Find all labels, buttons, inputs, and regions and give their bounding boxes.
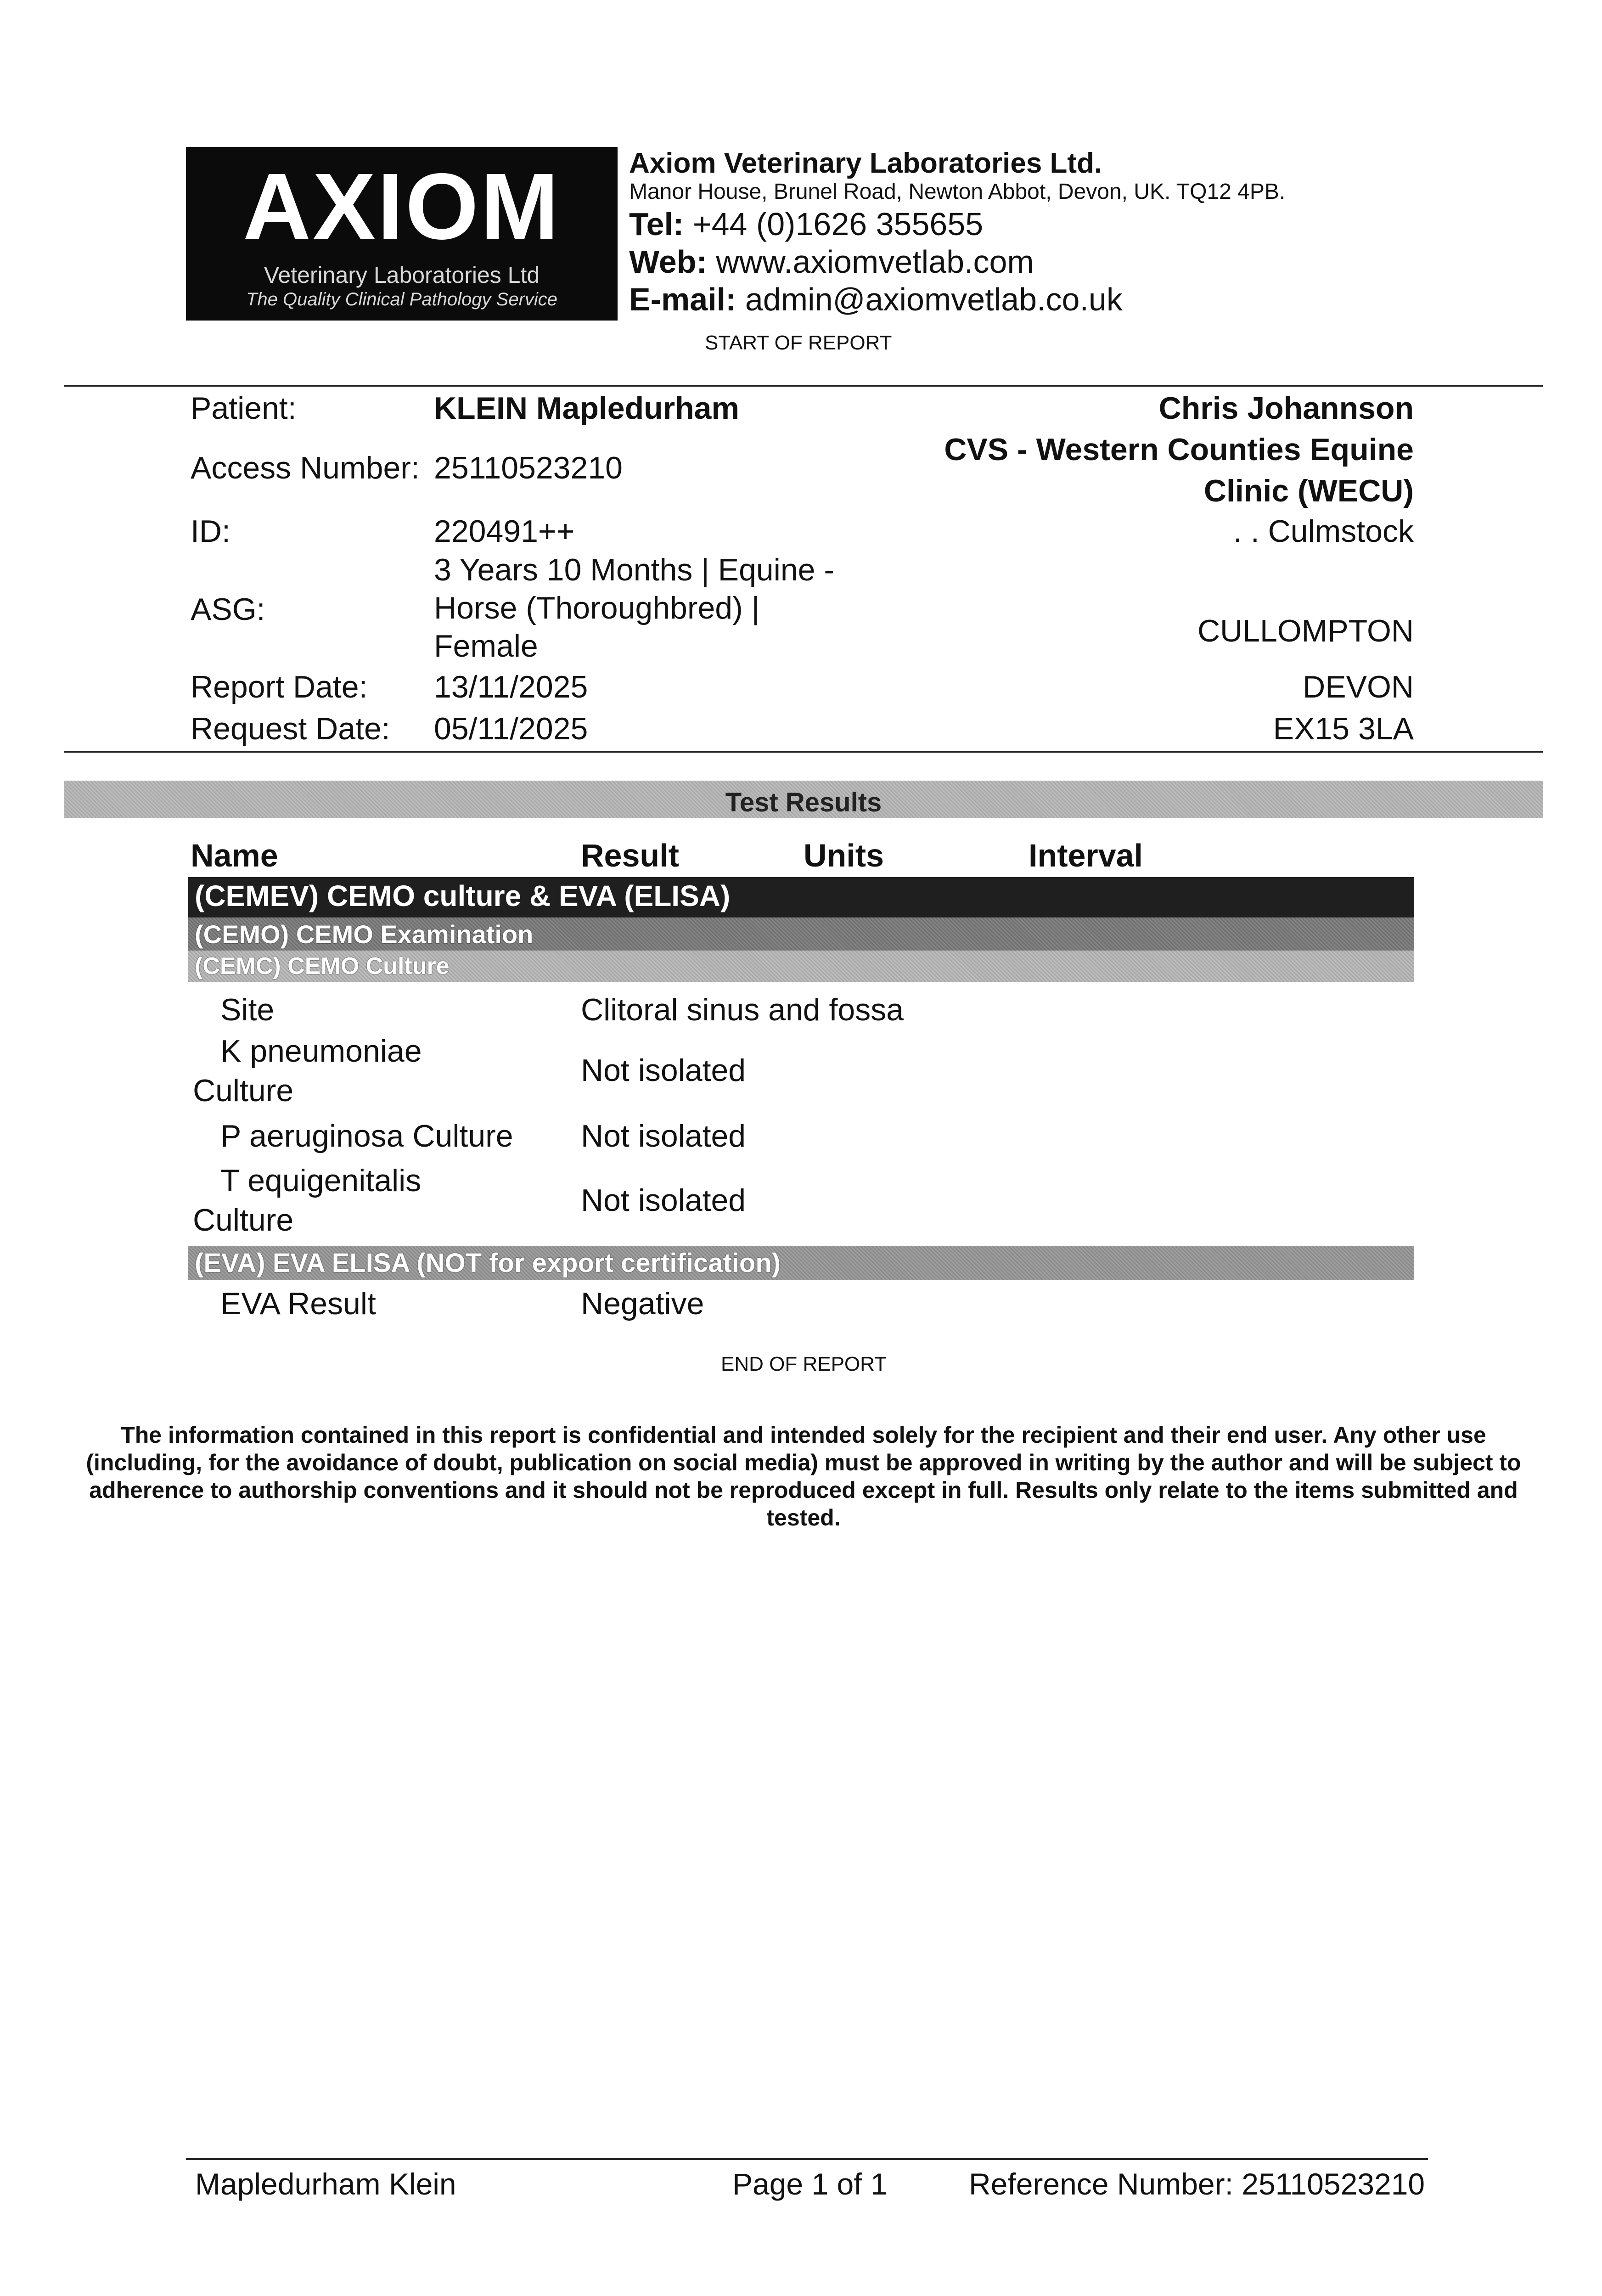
section-cemo-label: (CEMO) CEMO Examination xyxy=(195,920,534,949)
start-of-report: START OF REPORT xyxy=(705,332,892,354)
access-number-value: 25110523210 xyxy=(434,450,623,485)
row-eva-name: EVA Result xyxy=(220,1286,376,1321)
lab-address: Manor House, Brunel Road, Newton Abbot, Devon, UK. TQ12 4PB. xyxy=(629,180,1286,204)
footer-reference-number: Reference Number: 25110523210 xyxy=(969,2167,1425,2201)
asg-line2: Horse (Thoroughbred) | xyxy=(434,591,760,625)
email-label: E-mail: xyxy=(629,281,736,317)
lab-telephone xyxy=(629,206,983,242)
lab-email xyxy=(629,281,1123,318)
row-tequigenitalis-result: Not isolated xyxy=(581,1183,746,1218)
row-tequigenitalis-name-line1: T equigenitalis xyxy=(220,1163,422,1198)
logo-subtitle: Veterinary Laboratories Ltd xyxy=(264,262,540,288)
tel-label: Tel: xyxy=(629,206,684,242)
patient-label: Patient: xyxy=(191,391,297,426)
email-value[interactable]: admin@axiomvetlab.co.uk xyxy=(745,281,1123,317)
clinic-line2: Clinic (WECU) xyxy=(1203,473,1414,508)
asg-line1: 3 Years 10 Months | Equine - xyxy=(434,552,835,587)
column-interval: Interval xyxy=(1029,838,1143,873)
logo-brand: AXIOM xyxy=(243,154,561,259)
web-label: Web: xyxy=(629,244,707,280)
request-date-label: Request Date: xyxy=(191,711,390,746)
confidentiality-disclaimer: The information contained in this report is confidential and intended solely for the recipient and their end user. Any other use (including, for the avoidance of doubt, publication on social media) must be approved in writing by the author and will be subject to adherence to authorship conventions and it should not be reproduced except in full. Results only relate to the items submitted and tested. xyxy=(86,1422,1521,1531)
vet-county: DEVON xyxy=(1303,670,1414,704)
row-kpneumoniae-result: Not isolated xyxy=(581,1053,746,1088)
section-eva-label: (EVA) EVA ELISA (NOT for export certification) xyxy=(195,1248,781,1278)
column-units: Units xyxy=(804,838,884,873)
report-date-label: Report Date: xyxy=(191,670,368,704)
footer-page-number: Page 1 of 1 xyxy=(732,2167,888,2201)
logo-tagline: The Quality Clinical Pathology Service xyxy=(246,289,558,310)
id-value: 220491++ xyxy=(434,514,575,549)
row-paeruginosa-name: P aeruginosa Culture xyxy=(220,1119,513,1154)
section-cemo xyxy=(188,917,1414,951)
report-date-value: 13/11/2025 xyxy=(434,670,588,704)
section-cemc-label: (CEMC) CEMO Culture xyxy=(195,953,450,979)
end-of-report: END OF REPORT xyxy=(721,1353,887,1375)
header-divider xyxy=(64,385,1543,387)
test-results-bar xyxy=(64,781,1543,818)
asg-line3: Female xyxy=(434,629,538,664)
row-paeruginosa-result: Not isolated xyxy=(581,1119,746,1154)
row-kpneumoniae-name-line1: K pneumoniae xyxy=(220,1034,422,1069)
row-kpneumoniae-name-line2: Culture xyxy=(193,1073,294,1108)
vet-address1: . . Culmstock xyxy=(1233,514,1414,549)
row-eva-result: Negative xyxy=(581,1286,704,1321)
request-date-value: 05/11/2025 xyxy=(434,711,588,746)
row-site-name: Site xyxy=(220,992,275,1027)
patient-value: KLEIN Mapledurham xyxy=(434,391,739,426)
web-value[interactable]: www.axiomvetlab.com xyxy=(716,244,1034,280)
row-site-result: Clitoral sinus and fossa xyxy=(581,992,904,1027)
lab-logo xyxy=(186,147,618,321)
column-name: Name xyxy=(191,838,278,873)
footer-patient-name: Mapledurham Klein xyxy=(195,2167,456,2201)
row-tequigenitalis-name-line2: Culture xyxy=(193,1203,294,1238)
vet-name: Chris Johannson xyxy=(1158,391,1414,426)
id-label: ID: xyxy=(191,514,230,549)
test-results-title: Test Results xyxy=(725,788,882,817)
clinic-line1: CVS - Western Counties Equine xyxy=(944,432,1414,467)
asg-label: ASG: xyxy=(191,592,265,627)
section-cemev-label: (CEMEV) CEMO culture & EVA (ELISA) xyxy=(195,879,731,912)
section-cemev xyxy=(188,877,1414,917)
vet-town: CULLOMPTON xyxy=(1197,613,1414,648)
section-cemc xyxy=(188,951,1414,982)
footer-divider xyxy=(186,2158,1428,2160)
lab-name: Axiom Veterinary Laboratories Ltd. xyxy=(629,147,1102,179)
lab-web xyxy=(629,243,1034,280)
tel-value: +44 (0)1626 355655 xyxy=(692,206,984,242)
section-eva xyxy=(188,1246,1414,1280)
patient-divider xyxy=(64,751,1543,753)
access-number-label: Access Number: xyxy=(191,450,420,485)
vet-postcode: EX15 3LA xyxy=(1273,711,1414,746)
column-result: Result xyxy=(581,838,679,873)
